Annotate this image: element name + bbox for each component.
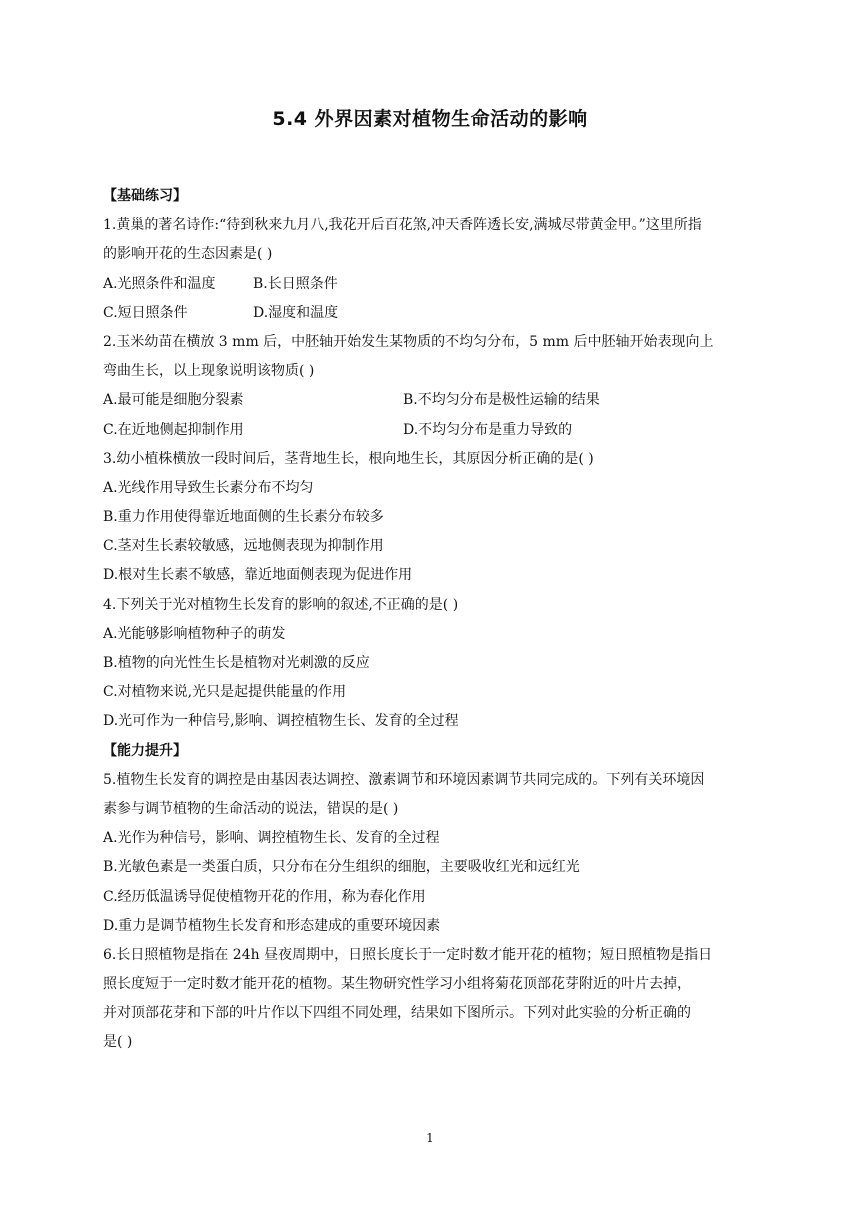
q5-stem-line2: 素参与调节植物的生命活动的说法，错误的是( ) — [103, 800, 399, 817]
q4-stem: 4.下列关于光对植物生长发育的影响的叙述,不正确的是( ) — [103, 596, 459, 613]
section-heading-basic: 【基础练习】 — [103, 188, 187, 204]
q3-option-d: D.根对生长素不敏感，靠近地面侧表现为促进作用 — [103, 567, 413, 584]
q2-options-row1 — [103, 386, 753, 415]
q1-options-row1 — [103, 270, 753, 299]
q3-option-b: B.重力作用使得靠近地面侧的生长素分布较多 — [103, 509, 384, 526]
q1-stem-line2: 的影响开花的生态因素是( ) — [103, 246, 273, 263]
q1-option-c: C.短日照条件 — [103, 304, 188, 321]
q5-option-a: A.光作为种信号，影响、调控植物生长、发育的全过程 — [103, 830, 440, 847]
section-heading-advanced: 【能力提升】 — [103, 742, 187, 759]
page-title: 5.4 外界因素对植物生命活动的影响 — [272, 108, 588, 130]
q2-option-d: D.不均匀分布是重力导致的 — [403, 421, 573, 438]
q2-stem-line2: 弯曲生长，以上现象说明该物质( ) — [103, 363, 315, 380]
q5-option-c: C.经历低温诱导促使植物开花的作用，称为春化作用 — [103, 888, 426, 905]
q5-stem-line1: 5.植物生长发育的调控是由基因表达调控、激素调节和环境因素调节共同完成的。下列有关环境因 — [103, 771, 705, 788]
q4-option-a: A.光能够影响植物种子的萌发 — [103, 625, 286, 642]
q6-stem-line3: 并对顶部花芽和下部的叶片作以下四组不同处理，结果如下图所示。下列对此实验的分析正确的 — [103, 1005, 691, 1022]
q5-option-d: D.重力是调节植物生长发育和形态建成的重要环境因素 — [103, 917, 441, 934]
q4-option-c: C.对植物来说,光只是起提供能量的作用 — [103, 684, 347, 701]
q3-option-a: A.光线作用导致生长素分布不均匀 — [103, 479, 314, 496]
q2-option-c: C.在近地侧起抑制作用 — [103, 421, 244, 438]
q5-option-b: B.光敏色素是一类蛋白质，只分布在分生组织的细胞，主要吸收红光和远红光 — [103, 859, 580, 876]
q6-stem-line1: 6.长日照植物是指在 24h 昼夜周期中，日照长度长于一定时数才能开花的植物；短日照植物是指日 — [103, 946, 713, 963]
q6-stem-line2: 照长度短于一定时数才能开花的植物。某生物研究性学习小组将菊花顶部花芽附近的叶片去掉， — [103, 976, 691, 993]
page-number: 1 — [426, 1131, 434, 1145]
q2-stem-line1: 2.玉米幼苗在横放 3 mm 后，中胚轴开始发生某物质的不均匀分布，5 mm 后中胚轴开始表现向上 — [103, 333, 714, 350]
exercise-content — [103, 182, 753, 1058]
q1-option-b: B.长日照条件 — [253, 275, 338, 292]
q6-stem-line4: 是( ) — [103, 1034, 133, 1051]
q2-option-a: A.最可能是细胞分裂素 — [103, 392, 244, 409]
q2-option-b: B.不均匀分布是极性运输的结果 — [403, 392, 600, 409]
q2-options-row2 — [103, 416, 753, 445]
q3-option-c: C.茎对生长素较敏感，远地侧表现为抑制作用 — [103, 538, 384, 555]
q3-stem: 3.幼小植株横放一段时间后，茎背地生长，根向地生长，其原因分析正确的是( ) — [103, 450, 594, 467]
q4-option-d: D.光可作为一种信号,影响、调控植物生长、发育的全过程 — [103, 713, 459, 730]
q1-option-a: A.光照条件和温度 — [103, 275, 216, 292]
q1-option-d: D.湿度和温度 — [253, 304, 339, 321]
q4-option-b: B.植物的向光性生长是植物对光刺激的反应 — [103, 655, 370, 671]
q1-stem-line1: 1.黄巢的著名诗作:“待到秋来九月八,我花开后百花煞,冲天香阵透长安,满城尽带黄金甲。”这里所指 — [103, 217, 702, 234]
q1-options-row2 — [103, 299, 753, 328]
